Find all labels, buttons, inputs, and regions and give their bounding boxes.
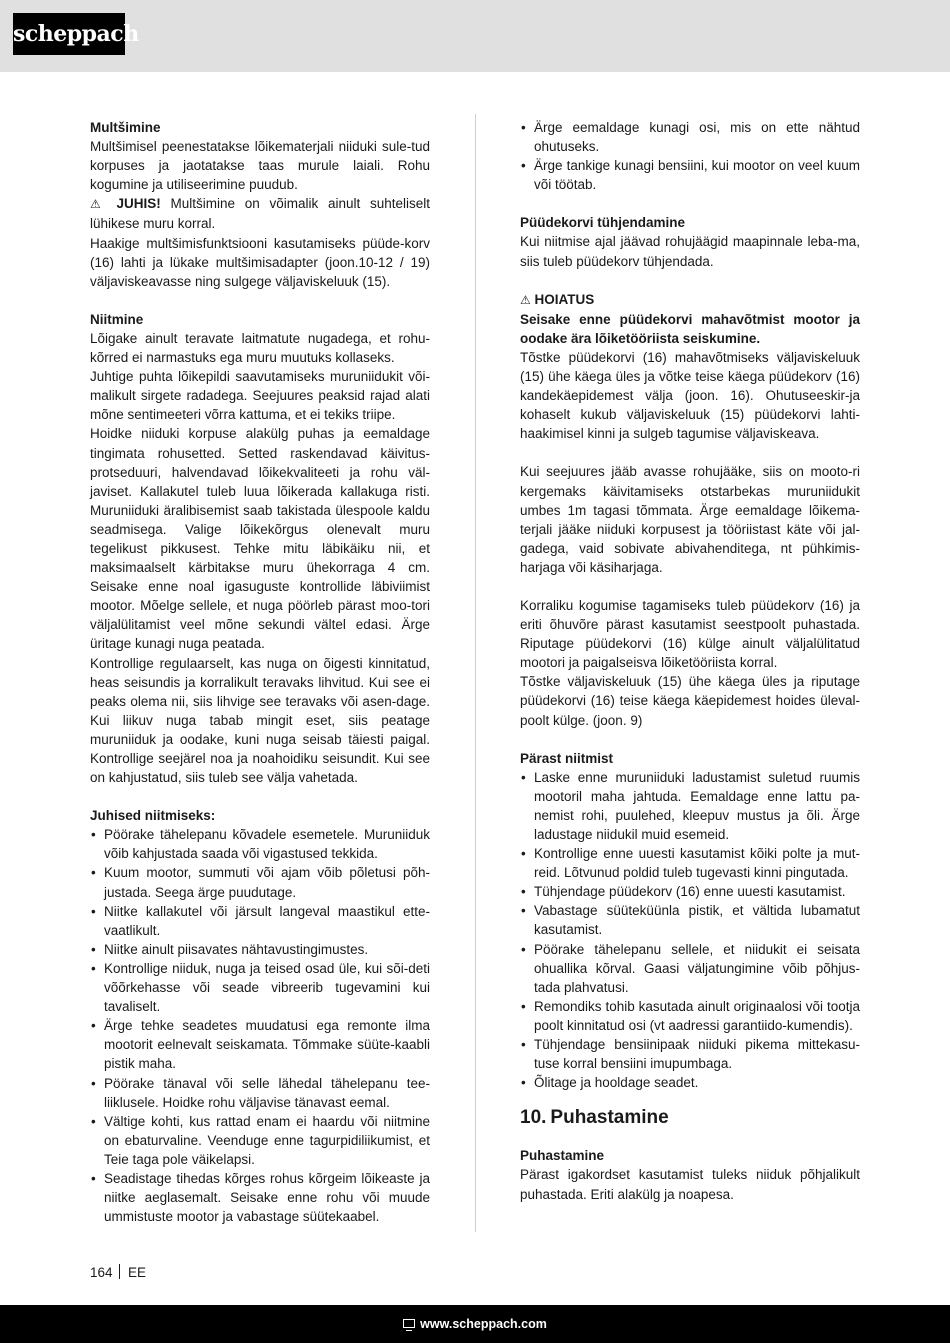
website-link[interactable]: www.scheppach.com — [420, 1317, 547, 1331]
section-title-text: Puhastamine — [550, 1107, 669, 1129]
mowing-paragraph-1: Lõigake ainult teravate laitmatute nugadega, et rohu-kõrred ei narmastuks ega muru muutuks kollaseks. — [90, 330, 430, 366]
clog-paragraph: Kui seejuures jääb avasse rohujääke, siis on mooto-ri kergemaks käivitamiseks otstarbekas muruniidukit umbes 1m tagasi tõmmata. Ärge eemaldage lõikema-terjali jääke niiduki korpusest ja tööriistast käte või jal-gadega, vaid sobivate abivahenditega, nt pühkimis-harjaga või käsiharjaga. — [520, 464, 860, 575]
list-item: • Õlitage ja hooldage seadet. — [520, 1073, 860, 1092]
mowing-paragraph-4: Kontrollige regulaarselt, kas nuga on õigesti kinnitatud, heas seisundis ja korralikult teravaks lihvitud. Kui see ei peaks olema nii, siis lihvige see teravaks või asen-dage. Kui liikuv nuga tabab mingit eset, siis peatage muruniiduk ja oodake, kuni nuga seisab täiesti paigal. Kontrollige seejärel noa ja noahoidiku seisundit. Kui see on kahjustatud, siis tuleb see välja vahetada. — [90, 655, 430, 786]
list-item: • Tühjendage püüdekorv (16) enne uuesti kasutamist. — [520, 882, 860, 901]
after-mowing-list — [520, 768, 860, 1093]
empty-basket-paragraph: Kui niitmise ajal jäävad rohujäägid maapinnale leba-ma, siis tuleb püüdekorv tühjendada. — [520, 234, 860, 269]
column-divider — [475, 114, 476, 1232]
cleaning-heading: Puhastamine — [520, 1148, 605, 1164]
tips-heading: Juhised niitmiseks: — [90, 808, 216, 824]
safety-list — [520, 118, 860, 194]
language-code: EE — [128, 1265, 147, 1280]
mulch-note — [90, 194, 430, 233]
list-item: • Remondiks tohib kasutada ainult originaalosi või tootja poolt kinnitatud osi (vt aadressi garantiido-kumendis). — [520, 997, 860, 1035]
list-item: • Vabastage süüteküünla pistik, et vältida lubamatut kasutamist. — [520, 901, 860, 939]
warning-bold-text: Seisake enne püüdekorvi mahavõtmist mootor ja oodake ära lõiketööriista seiskumine. — [520, 311, 860, 346]
list-item: • Pöörake tähelepanu sellele, et niidukit ei seisata ohuallika kõrval. Gaasi väljatungimine võib põhjus-tada plahvatusi. — [520, 940, 860, 997]
mulch-paragraph-2: Haakige multšimisfunktsiooni kasutamiseks püüde-korv (16) lahti ja lükake multšimisadapter (joon.10-12 / 19) väljaviskeavasse ning sulgege väljaviskeluuk (15). — [90, 235, 430, 289]
empty-basket-heading: Püüdekorvi tühjendamine — [520, 215, 686, 231]
scheppach-logo: scheppach — [13, 13, 125, 55]
list-item: • Kontrollige niiduk, nuga ja teised osad üle, kui sõi-deti võõrkehasse või seade vibreerib tugevamini kui tavaliselt. — [90, 959, 430, 1016]
page-number: 164 — [90, 1265, 113, 1280]
note-label: JUHIS! — [116, 196, 161, 212]
list-item: • Ärge eemaldage kunagi osi, mis on ette nähtud ohutuseks. — [520, 118, 860, 156]
list-item: • Seadistage tihedas kõrges rohus kõrgeim lõikeaste ja niitke aeglasemalt. Seisake enne rohu või muude ummistuste mootor ja vabastage süütekaabel. — [90, 1169, 430, 1226]
list-item: • Niitke kallakutel või järsult langeval maastikul ette-vaatlikult. — [90, 902, 430, 940]
list-item: • Ärge tankige kunagi bensiini, kui mootor on veel kuum või töötab. — [520, 156, 860, 194]
warning-triangle-icon: ⚠ — [90, 197, 107, 212]
mulch-heading: Multšimine — [90, 120, 161, 135]
left-column — [90, 118, 430, 1226]
list-item: • Kontrollige enne uuesti kasutamist kõiki polte ja mut-reid. Lõtvunud poldid tuleb tugevasti kinni pingutada. — [520, 844, 860, 882]
list-item: • Ärge tehke seadetes muudatusi ega remonte ilma mootorit eelnevalt seiskamata. Tõmmake süüte-kaabli pistik maha. — [90, 1016, 430, 1073]
warning-paragraph: Tõstke püüdekorvi (16) mahavõtmiseks väljaviskeluuk (15) ühe käega üles ja võtke teise käega püüdekorv (16) kandekäepidemest välja (joon. 16). Ohutuseeskir-ja kohaselt kukub väljaviskeluuk (15) püüdekorvi lahti-haakimisel kinni ja sulgeb tagumise väljaviskeava. — [520, 349, 860, 442]
mowing-heading: Niitmine — [90, 311, 144, 327]
tips-list — [90, 825, 430, 1226]
right-column — [520, 118, 860, 1204]
list-item: • Pöörake tänaval või selle lähedal tähelepanu tee-liiklusele. Hoidke rohu väljavise tänavast eemal. — [90, 1074, 430, 1112]
page-header — [0, 0, 950, 72]
note-text: Multšimine on võimalik ainult suhteliselt lühikese muru korral. — [90, 196, 430, 232]
warning-heading — [520, 290, 860, 310]
cleaning-paragraph: Pärast igakordset kasutamist tuleks niiduk põhjalikult puhastada. Eriti alakülg ja noapesa. — [520, 1167, 860, 1202]
mowing-paragraph-3: Hoidke niiduki korpuse alakülg puhas ja eemaldage tingimata rohusetted. Setted raskendavad käivitus-protseduuri, halvendavad lõikekvaliteeti ja rohu väl-javiset. Kallakutel tuleb luua lõikerada kallakuga risti. Muruniiduki äralibisemist saab takistada ülespoole kaldu seadmisega. Valige lõikekõrgus olenevalt muru tegelikust pikkusest. Tehke mitu läbikäiku nii, et maksimaalselt kärbitakse muru ühekorraga 4 cm. Seisake enne noal igasuguste kontrollide läbiviimist mootor. Mõelge sellele, et nuga pöörleb pärast moo-tori väljalülitamist veel mõne sekundi vältel edasi. Ärge üritage kunagi nuga peatada. — [90, 426, 430, 652]
mowing-paragraph-2: Juhtige puhta lõikepildi saavutamiseks muruniidukit või-malikult sirgete radadega. Seejuures peaksid rajad alati mõne sentimeeteri võrra kattuma, et ei tekiks triipe. — [90, 369, 430, 423]
list-item: • Niitke ainult piisavates nähtavustingimustes. — [90, 940, 430, 959]
list-item: • Laske enne muruniiduki ladustamist suletud ruumis mootoril maha jahtuda. Eemaldage enne lattu pa-nemist rohi, puulehed, kleepuv mustus ja õli. Ärge ladustage niidukil muid esemeid. — [520, 768, 860, 844]
warning-triangle-icon: ⚠ — [520, 292, 531, 307]
page-footer-info — [90, 1264, 146, 1280]
footer-separator — [119, 1264, 121, 1279]
footer-bar — [0, 1305, 950, 1343]
list-item: • Pöörake tähelepanu kõvadele esemetele. Muruniiduk võib kahjustada saada või vigastused tekkida. — [90, 825, 430, 863]
list-item: • Vältige kohti, kus rattad enam ei haardu või niitmine on ebaturvaline. Veenduge enne tagurpidiliikumist, et Teie taga pole väikelapsi. — [90, 1112, 430, 1169]
list-item: • Tühjendage bensiinipaak niiduki pikema mittekasu-tuse korral bensiini imupumbaga. — [520, 1035, 860, 1073]
mulch-paragraph: Multšimisel peenestatakse lõikematerjali niiduki sule-tud korpuses ja jaotatakse taas murule laiali. Rohu kogumine ja utiliseerimine puudub. — [90, 139, 430, 193]
clean-basket-paragraph: Korraliku kogumise tagamiseks tuleb püüdekorv (16) ja eriti õhuvõre pärast kasutamist seestpoolt puhastada. Riputage püüdekorvi (16) külge ainult väljalülitatud mootori ja paigalseisva lõiketööriista korral. — [520, 597, 860, 671]
after-mowing-heading: Pärast niitmist — [520, 750, 614, 766]
warning-label: HOIATUS — [534, 291, 595, 307]
section-number: 10. — [520, 1107, 547, 1129]
monitor-icon — [403, 1319, 415, 1328]
hang-basket-paragraph: Tõstke väljaviskeluuk (15) ühe käega üles ja riputage püüdekorvi (16) teise käega käepidemest hoides üleval-poolt külge. (joon. 9) — [520, 674, 860, 728]
section-title — [520, 1106, 860, 1130]
list-item: • Kuum mootor, summuti või ajam võib põletusi põh-justada. Seega ärge puudutage. — [90, 863, 430, 901]
footer-url-container — [0, 1305, 950, 1343]
